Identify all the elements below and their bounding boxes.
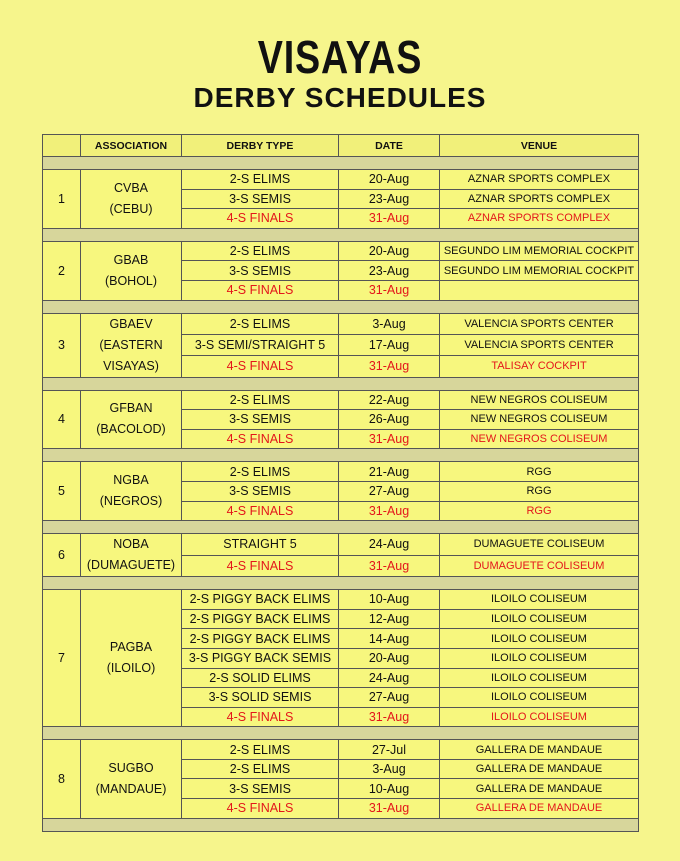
association-location: (CEBU) (109, 201, 153, 216)
derby-type-cell: 4-S FINALS (182, 209, 339, 229)
group-number: 1 (43, 170, 81, 229)
venue-cell: RGG (440, 462, 639, 482)
group-divider (43, 300, 639, 313)
association-location: (ILOILO) (106, 661, 156, 676)
group-number: 7 (43, 590, 81, 727)
venue-cell: ILOILO COLISEUM (440, 648, 639, 668)
header-number (43, 135, 81, 157)
derby-type-cell: 2-S ELIMS (182, 462, 339, 482)
association-code: CVBA (113, 180, 149, 195)
derby-type-cell: 4-S FINALS (182, 356, 339, 377)
derby-type-cell: STRAIGHT 5 (182, 534, 339, 556)
header-venue: VENUE (440, 135, 639, 157)
venue-cell: NEW NEGROS COLISEUM (440, 410, 639, 430)
date-cell: 20-Aug (339, 241, 440, 261)
group-divider (43, 577, 639, 590)
date-cell: 20-Aug (339, 648, 440, 668)
date-cell: 20-Aug (339, 170, 440, 190)
date-cell: 3-Aug (339, 759, 440, 779)
table-row (43, 170, 639, 190)
venue-cell: NEW NEGROS COLISEUM (440, 429, 639, 449)
date-cell: 17-Aug (339, 334, 440, 355)
derby-type-cell: 3-S SEMIS (182, 261, 339, 281)
venue-cell: GALLERA DE MANDAUE (440, 740, 639, 760)
date-cell: 21-Aug (339, 462, 440, 482)
table-row (43, 462, 639, 482)
derby-type-cell: 2-S ELIMS (182, 170, 339, 190)
derby-type-cell: 2-S ELIMS (182, 390, 339, 410)
date-cell: 3-Aug (339, 313, 440, 334)
date-cell: 31-Aug (339, 356, 440, 377)
association-location: (BACOLOD) (96, 422, 166, 437)
date-cell: 31-Aug (339, 280, 440, 300)
group-number: 5 (43, 462, 81, 521)
header-association: ASSOCIATION (81, 135, 182, 157)
venue-cell: ILOILO COLISEUM (440, 609, 639, 629)
page-subtitle: DERBY SCHEDULES (193, 82, 487, 113)
date-cell: 10-Aug (339, 779, 440, 799)
date-cell: 31-Aug (339, 501, 440, 521)
group-divider (43, 727, 639, 740)
derby-type-cell: 3-S SEMIS (182, 189, 339, 209)
derby-type-cell: 3-S PIGGY BACK SEMIS (182, 648, 339, 668)
group-number: 3 (43, 313, 81, 377)
association-code: PAGBA (109, 640, 153, 655)
date-cell: 24-Aug (339, 668, 440, 688)
date-cell: 24-Aug (339, 534, 440, 556)
derby-type-cell: 3-S SEMI/STRAIGHT 5 (182, 334, 339, 355)
derby-type-cell: 2-S ELIMS (182, 313, 339, 334)
venue-cell: SEGUNDO LIM MEMORIAL COCKPIT (440, 261, 639, 281)
derby-type-cell: 2-S PIGGY BACK ELIMS (182, 629, 339, 649)
derby-type-cell: 2-S ELIMS (182, 241, 339, 261)
derby-type-cell: 2-S PIGGY BACK ELIMS (182, 590, 339, 610)
date-cell: 31-Aug (339, 429, 440, 449)
association-name (81, 170, 182, 229)
association-location: (EASTERN VISAYAS) (99, 337, 163, 373)
group-divider (43, 449, 639, 462)
derby-type-cell: 2-S ELIMS (182, 759, 339, 779)
association-name (81, 534, 182, 577)
derby-type-cell: 3-S SEMIS (182, 779, 339, 799)
derby-type-cell: 2-S ELIMS (182, 740, 339, 760)
venue-cell: AZNAR SPORTS COMPLEX (440, 189, 639, 209)
group-divider (43, 377, 639, 390)
association-name (81, 740, 182, 818)
association-code: GFBAN (109, 401, 153, 416)
date-cell: 23-Aug (339, 189, 440, 209)
page-title: VISAYAS (257, 31, 423, 83)
group-divider (43, 521, 639, 534)
derby-type-cell: 4-S FINALS (182, 429, 339, 449)
group-number: 6 (43, 534, 81, 577)
table-row (43, 534, 639, 556)
association-code: NOBA (113, 537, 149, 552)
date-cell: 12-Aug (339, 609, 440, 629)
table-row (43, 590, 639, 610)
venue-cell: AZNAR SPORTS COMPLEX (440, 209, 639, 229)
venue-cell (440, 280, 639, 300)
association-name (81, 313, 182, 377)
association-code: GBAEV (109, 316, 153, 331)
venue-cell: AZNAR SPORTS COMPLEX (440, 170, 639, 190)
group-divider (43, 818, 639, 831)
venue-cell: ILOILO COLISEUM (440, 707, 639, 727)
derby-type-cell: 3-S SOLID SEMIS (182, 688, 339, 708)
venue-cell: RGG (440, 501, 639, 521)
date-cell: 22-Aug (339, 390, 440, 410)
venue-cell: ILOILO COLISEUM (440, 688, 639, 708)
header-date: DATE (339, 135, 440, 157)
association-code: GBAB (113, 252, 149, 267)
association-location: (BOHOL) (104, 273, 158, 288)
date-cell: 10-Aug (339, 590, 440, 610)
venue-cell: NEW NEGROS COLISEUM (440, 390, 639, 410)
table-row (43, 313, 639, 334)
date-cell: 26-Aug (339, 410, 440, 430)
group-divider (43, 157, 639, 170)
venue-cell: GALLERA DE MANDAUE (440, 779, 639, 799)
derby-type-cell: 4-S FINALS (182, 501, 339, 521)
date-cell: 23-Aug (339, 261, 440, 281)
venue-cell: GALLERA DE MANDAUE (440, 759, 639, 779)
table-row (43, 241, 639, 261)
association-name (81, 462, 182, 521)
venue-cell: GALLERA DE MANDAUE (440, 799, 639, 819)
date-cell: 27-Jul (339, 740, 440, 760)
derby-type-cell: 4-S FINALS (182, 707, 339, 727)
date-cell: 31-Aug (339, 209, 440, 229)
association-location: (NEGROS) (99, 494, 163, 509)
group-number: 8 (43, 740, 81, 818)
group-number: 2 (43, 241, 81, 300)
date-cell: 31-Aug (339, 555, 440, 577)
date-cell: 27-Aug (339, 688, 440, 708)
association-code: SUGBO (108, 760, 154, 775)
association-name (81, 390, 182, 449)
derby-type-cell: 3-S SEMIS (182, 410, 339, 430)
table-row (43, 740, 639, 760)
venue-cell: ILOILO COLISEUM (440, 629, 639, 649)
venue-cell: DUMAGUETE COLISEUM (440, 555, 639, 577)
group-number: 4 (43, 390, 81, 449)
venue-cell: ILOILO COLISEUM (440, 668, 639, 688)
derby-type-cell: 4-S FINALS (182, 555, 339, 577)
association-location: (DUMAGUETE) (86, 558, 176, 573)
venue-cell: DUMAGUETE COLISEUM (440, 534, 639, 556)
venue-cell: TALISAY COCKPIT (440, 356, 639, 377)
association-name (81, 241, 182, 300)
date-cell: 31-Aug (339, 707, 440, 727)
association-code: NGBA (113, 473, 149, 488)
association-location: (MANDAUE) (95, 781, 167, 796)
table-row (43, 390, 639, 410)
date-cell: 14-Aug (339, 629, 440, 649)
venue-cell: VALENCIA SPORTS CENTER (440, 334, 639, 355)
date-cell: 31-Aug (339, 799, 440, 819)
derby-type-cell: 4-S FINALS (182, 799, 339, 819)
venue-cell: ILOILO COLISEUM (440, 590, 639, 610)
derby-type-cell: 2-S PIGGY BACK ELIMS (182, 609, 339, 629)
date-cell: 27-Aug (339, 481, 440, 501)
schedule-table (42, 134, 639, 832)
association-name (81, 590, 182, 727)
header-derby-type: DERBY TYPE (182, 135, 339, 157)
derby-type-cell: 2-S SOLID ELIMS (182, 668, 339, 688)
header-row (43, 135, 639, 157)
derby-type-cell: 4-S FINALS (182, 280, 339, 300)
venue-cell: SEGUNDO LIM MEMORIAL COCKPIT (440, 241, 639, 261)
venue-cell: RGG (440, 481, 639, 501)
derby-type-cell: 3-S SEMIS (182, 481, 339, 501)
venue-cell: VALENCIA SPORTS CENTER (440, 313, 639, 334)
group-divider (43, 228, 639, 241)
